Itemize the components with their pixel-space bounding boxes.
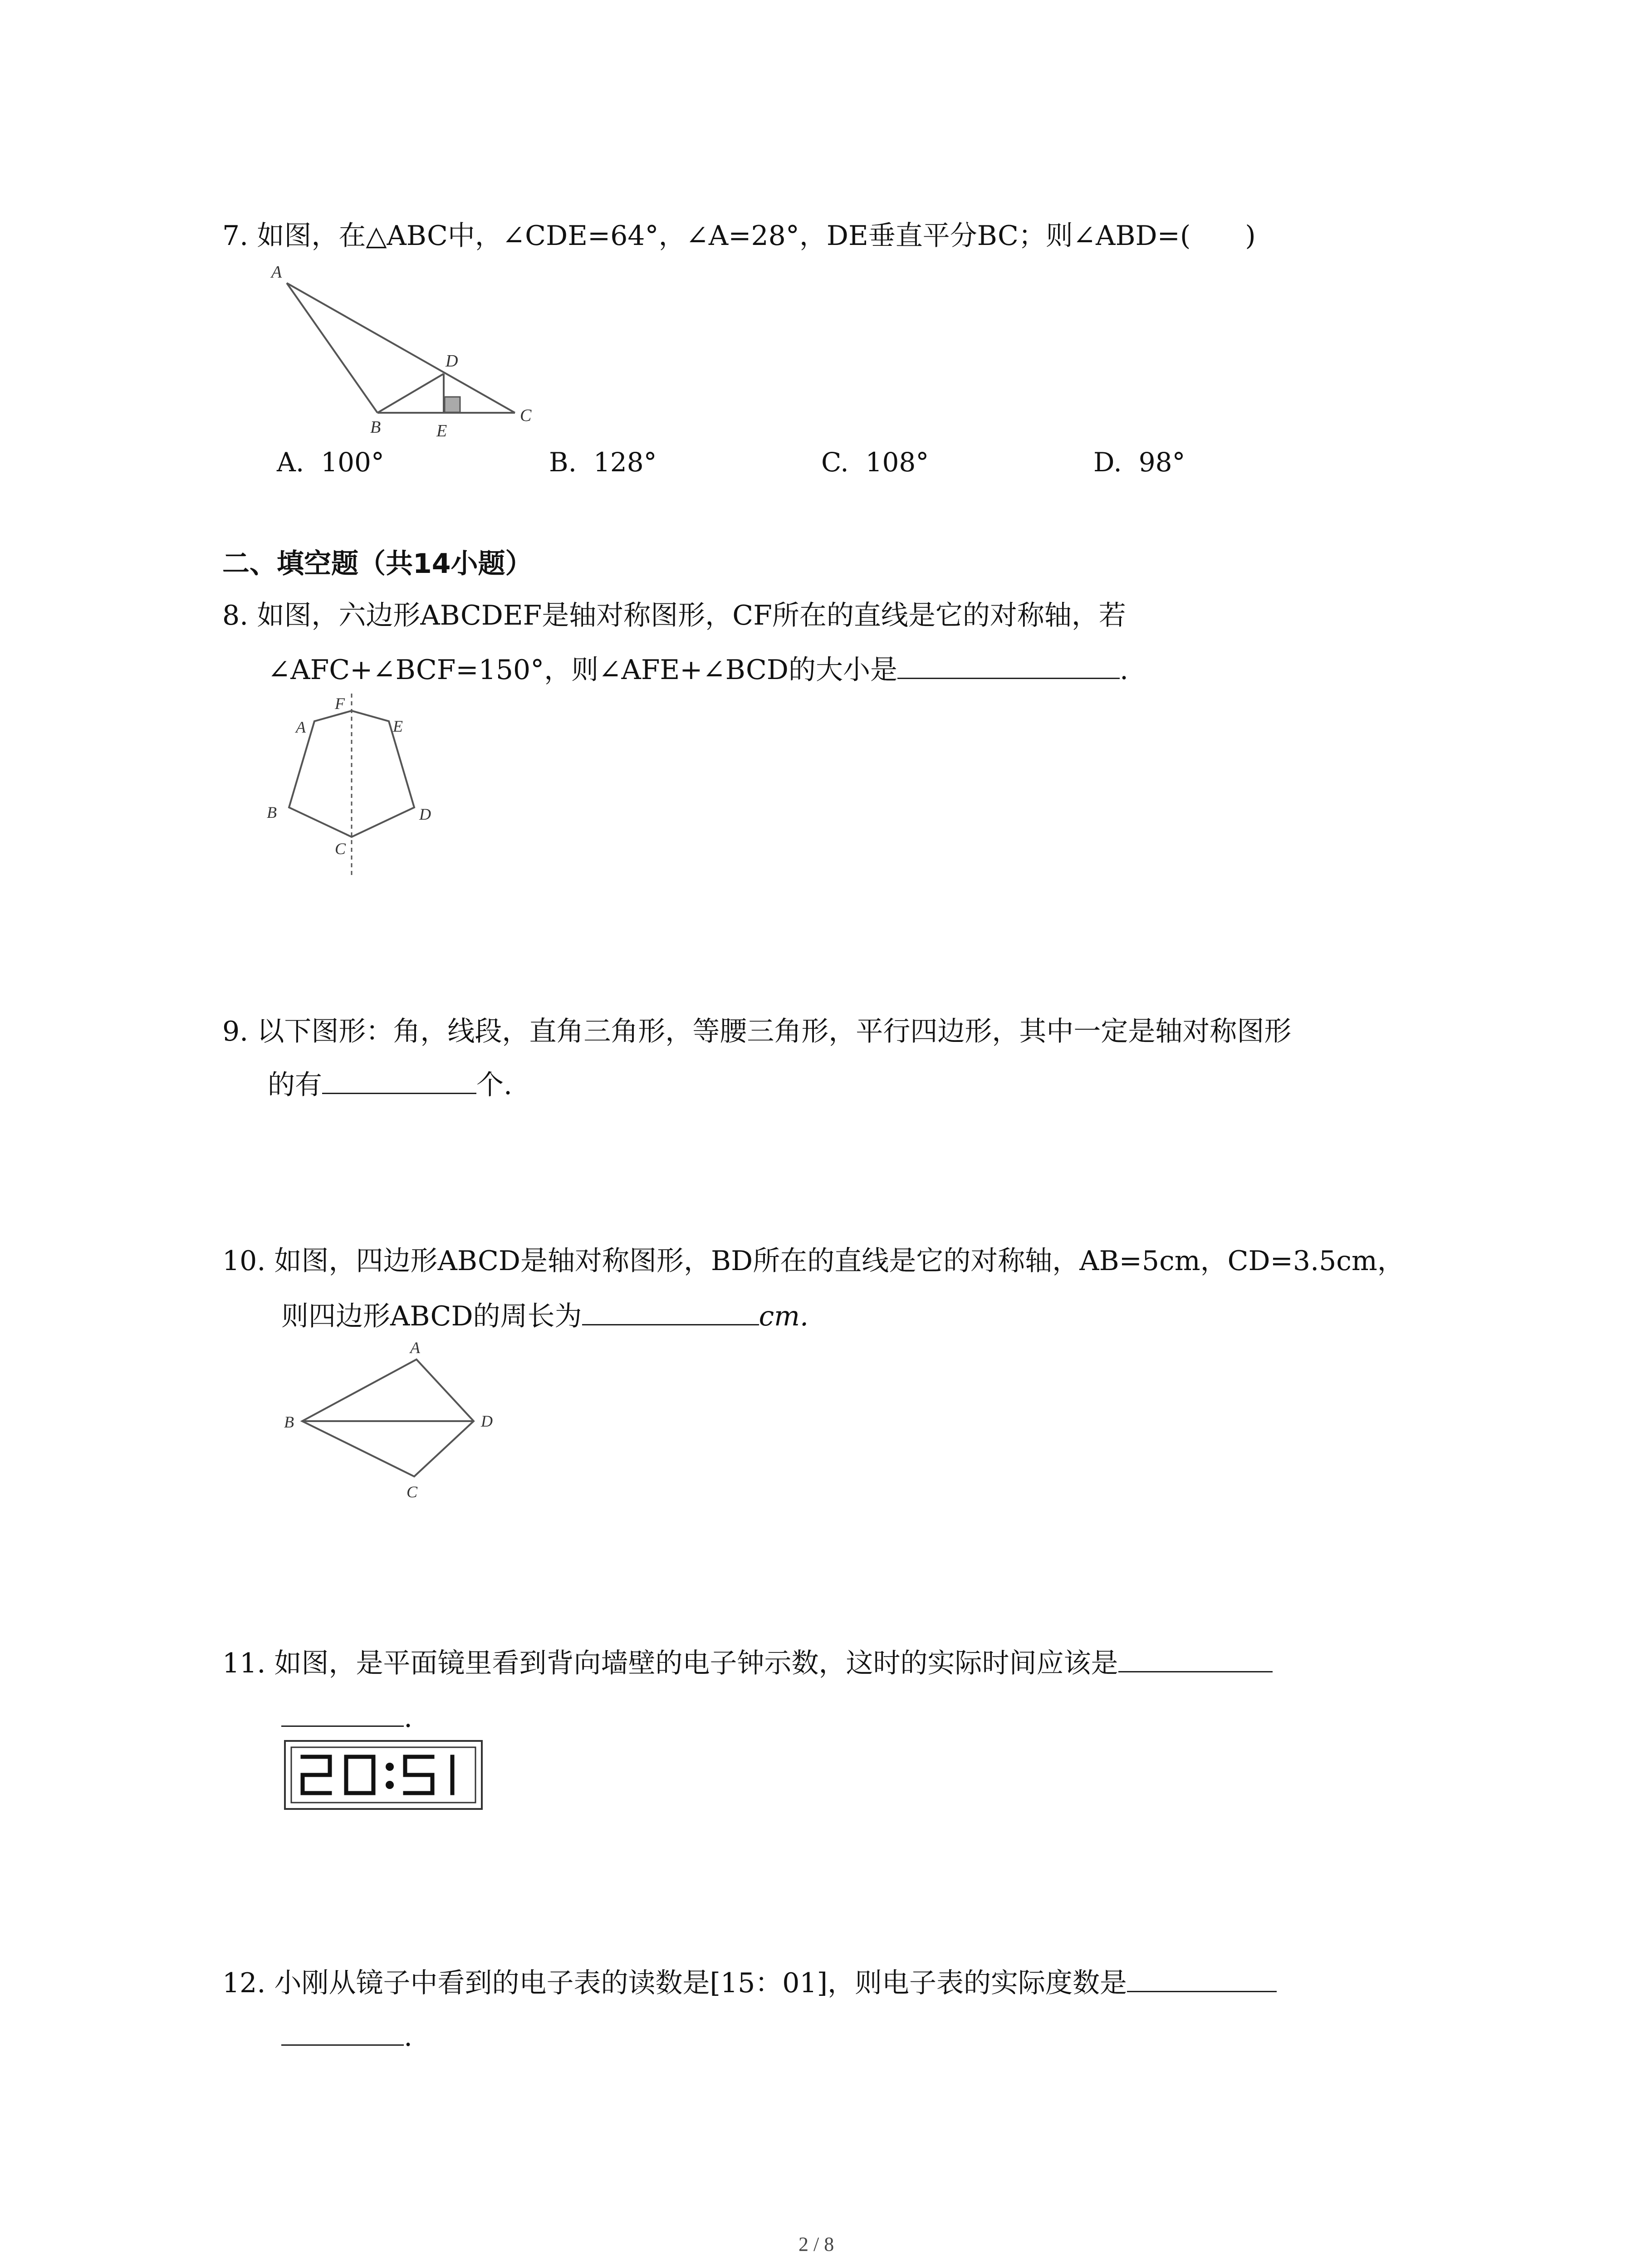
q7-option-a: A. 100°: [277, 447, 384, 478]
q7-label-b: B: [370, 418, 381, 437]
q7-option-c: C. 108°: [821, 447, 929, 478]
q8-label-a: A: [296, 718, 306, 736]
q8-label-f: F: [335, 694, 345, 713]
question-9-line2: 的有 个.: [268, 1066, 512, 1104]
q10-label-d: D: [481, 1412, 493, 1430]
q8-label-e: E: [393, 717, 403, 735]
answer-blank-11a[interactable]: [1118, 1645, 1273, 1672]
q7-label-a: A: [271, 263, 282, 282]
question-11-line2: .: [281, 1699, 412, 1737]
q10-label-a: A: [410, 1339, 420, 1357]
q7-option-b: B. 128°: [549, 447, 657, 478]
q8-label-c: C: [335, 840, 346, 858]
q7-triangle-figure: [259, 259, 549, 440]
q8-hexagon-figure: [254, 692, 454, 882]
q10-kite-figure: [272, 1336, 517, 1504]
question-11-line1: 11. 如图，是平面镜里看到背向墙壁的电子钟示数，这时的实际时间应该是: [222, 1644, 1273, 1682]
q7-label-d: D: [446, 352, 458, 371]
question-7-text: 7. 如图，在△ABC中，∠CDE=64°，∠A=28°，DE垂直平分BC；则∠ABD=( ): [222, 220, 1256, 252]
section-heading: 二、填空题（共14小题）: [222, 548, 533, 580]
q10-label-c: C: [407, 1483, 418, 1501]
q8-label-d: D: [419, 805, 431, 823]
answer-blank-10[interactable]: [582, 1298, 759, 1325]
page-number: 2 / 8: [798, 2233, 834, 2255]
answer-blank-12a[interactable]: [1127, 1965, 1277, 1992]
q7-label-e: E: [436, 421, 447, 440]
question-10-line2: 则四边形ABCD的周长为 cm.: [281, 1297, 808, 1335]
question-8-line2: ∠AFC+∠BCF=150°，则∠AFE+∠BCD的大小是 .: [268, 651, 1128, 689]
q10-label-b: B: [284, 1413, 294, 1431]
answer-blank-12b[interactable]: [281, 2018, 404, 2046]
answer-blank-11b[interactable]: [281, 1699, 404, 1727]
q7-label-c: C: [520, 406, 532, 425]
question-12-line2: .: [281, 2018, 412, 2056]
mirror-clock-figure: [284, 1740, 483, 1812]
question-10-line1: 10. 如图，四边形ABCD是轴对称图形，BD所在的直线是它的对称轴，AB=5cm，CD=3.5cm，: [222, 1245, 1405, 1277]
question-9-line1: 9. 以下图形：角，线段，直角三角形，等腰三角形，平行四边形，其中一定是轴对称图形: [222, 1016, 1292, 1047]
q8-label-b: B: [267, 803, 277, 821]
question-8-line1: 8. 如图，六边形ABCDEF是轴对称图形，CF所在的直线是它的对称轴，若: [222, 600, 1126, 631]
answer-blank-8[interactable]: [897, 651, 1120, 679]
q7-option-d: D. 98°: [1093, 447, 1185, 478]
answer-blank-9[interactable]: [322, 1066, 476, 1094]
question-12-line1: 12. 小刚从镜子中看到的电子表的读数是[15：01]，则电子表的实际度数是: [222, 1964, 1277, 2002]
